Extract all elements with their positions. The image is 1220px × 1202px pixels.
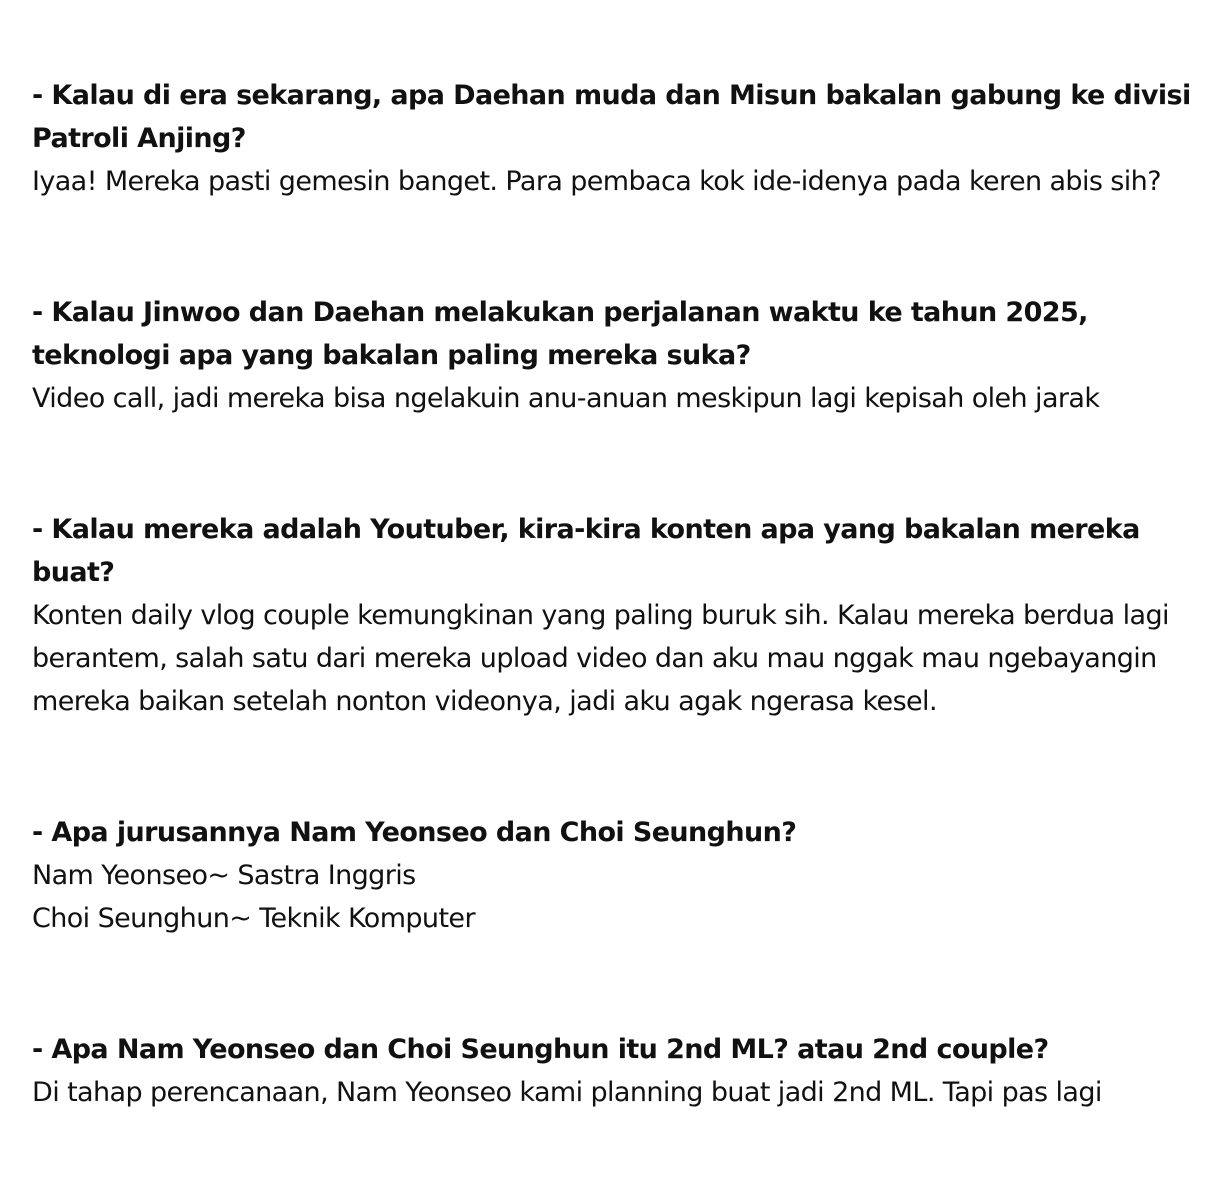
qa-item-1 (32, 74, 1192, 203)
qa-item-4 (32, 811, 1192, 940)
answer-text: Di tahap perencanaan, Nam Yeonseo kami planning buat jadi 2nd ML. Tapi pas lagi (32, 1077, 1102, 1108)
question-text: - Apa Nam Yeonseo dan Choi Seunghun itu 2nd ML? atau 2nd couple? (32, 1034, 1049, 1065)
qa-item-3 (32, 508, 1192, 723)
answer-line: Nam Yeonseo~ Sastra Inggris (32, 860, 416, 891)
qa-item-5 (32, 1028, 1192, 1114)
question-text: - Apa jurusannya Nam Yeonseo dan Choi Seunghun? (32, 817, 797, 848)
answer-line: Choi Seunghun~ Teknik Komputer (32, 903, 475, 934)
question-text: - Kalau mereka adalah Youtuber, kira-kira konten apa yang bakalan mereka buat? (32, 514, 1140, 588)
answer-text: Iyaa! Mereka pasti gemesin banget. Para pembaca kok ide-idenya pada keren abis sih? (32, 166, 1161, 197)
answer-text: Video call, jadi mereka bisa ngelakuin anu-anuan meskipun lagi kepisah oleh jarak (32, 383, 1100, 414)
qa-document (32, 74, 1192, 1202)
question-text: - Kalau di era sekarang, apa Daehan muda dan Misun bakalan gabung ke divisi Patroli Anjing? (32, 80, 1191, 154)
qa-item-2 (32, 291, 1192, 420)
answer-text: Konten daily vlog couple kemungkinan yang paling buruk sih. Kalau mereka berdua lagi berantem, salah satu dari mereka upload video dan aku mau nggak mau ngebayangin mereka baikan setelah nonton videonya, jadi aku agak ngerasa kesel. (32, 600, 1169, 717)
question-text: - Kalau Jinwoo dan Daehan melakukan perjalanan waktu ke tahun 2025, teknologi apa yang bakalan paling mereka suka? (32, 297, 1088, 371)
